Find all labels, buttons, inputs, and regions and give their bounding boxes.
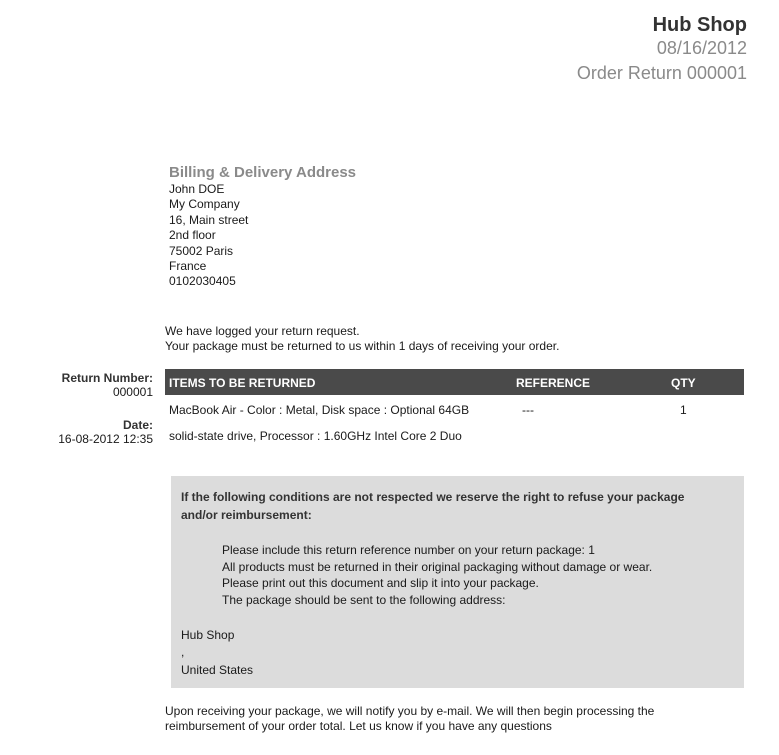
return-shipping-address xyxy=(181,627,253,679)
condition-item: Please include this return reference number on your return package: 1 xyxy=(222,543,595,557)
intro-line: We have logged your return request. xyxy=(165,324,360,338)
table-header xyxy=(165,369,744,395)
billing-address-line: 16, Main street xyxy=(169,212,249,227)
billing-address-title: Billing & Delivery Address xyxy=(169,164,357,181)
item-description-line1: MacBook Air - Color : Metal, Disk space : Optional 64GB xyxy=(169,403,470,417)
billing-address xyxy=(169,182,248,290)
column-header-items: ITEMS TO BE RETURNED xyxy=(169,376,316,390)
column-header-reference: REFERENCE xyxy=(516,376,591,390)
billing-address-line: 2nd floor xyxy=(169,228,216,243)
billing-address-line: 0102030405 xyxy=(169,274,236,289)
return-number-block xyxy=(62,371,153,399)
billing-address-line: France xyxy=(169,259,207,274)
return-number-label: Return Number: xyxy=(61,371,153,385)
return-date-value: 16-08-2012 12:35 xyxy=(58,432,153,446)
billing-address-line: 75002 Paris xyxy=(169,243,234,258)
item-description-line2: solid-state drive, Processor : 1.60GHz Intel Core 2 Duo xyxy=(169,429,462,443)
condition-item: All products must be returned in their original packaging without damage or wear. xyxy=(222,559,653,574)
document-date: 08/16/2012 xyxy=(656,38,747,58)
order-return-title: Order Return 000001 xyxy=(576,63,747,83)
conditions-title: If the following conditions are not respected we reserve the right to refuse your package and/or reimbursement: xyxy=(181,490,685,522)
billing-address-line: John DOE xyxy=(169,182,225,196)
returned-items-table xyxy=(165,369,744,451)
return-date-label: Date: xyxy=(122,418,153,432)
intro-line: Your package must be returned to us within 1 days of receiving your order. xyxy=(165,339,560,354)
return-intro xyxy=(165,324,559,355)
condition-item: The package should be sent to the following address: xyxy=(222,593,506,608)
conditions-list xyxy=(222,542,652,609)
return-conditions-box xyxy=(171,476,744,688)
item-qty: 1 xyxy=(680,403,687,417)
return-address-line: Hub Shop xyxy=(181,628,235,642)
column-header-qty: QTY xyxy=(671,376,696,390)
closing-note: Upon receiving your package, we will notify you by e-mail. We will then begin processing the reimbursement of your order total. Let us know if you have any questions xyxy=(165,704,655,733)
condition-item: Please print out this document and slip it into your package. xyxy=(222,576,539,591)
table-row xyxy=(165,395,744,451)
return-date-block xyxy=(58,418,153,446)
billing-address-line: My Company xyxy=(169,197,240,212)
return-number-value: 000001 xyxy=(112,385,153,399)
return-address-line: , xyxy=(181,645,185,660)
shop-name: Hub Shop xyxy=(652,14,747,36)
return-address-line: United States xyxy=(181,662,254,677)
item-reference: --- xyxy=(522,403,534,417)
